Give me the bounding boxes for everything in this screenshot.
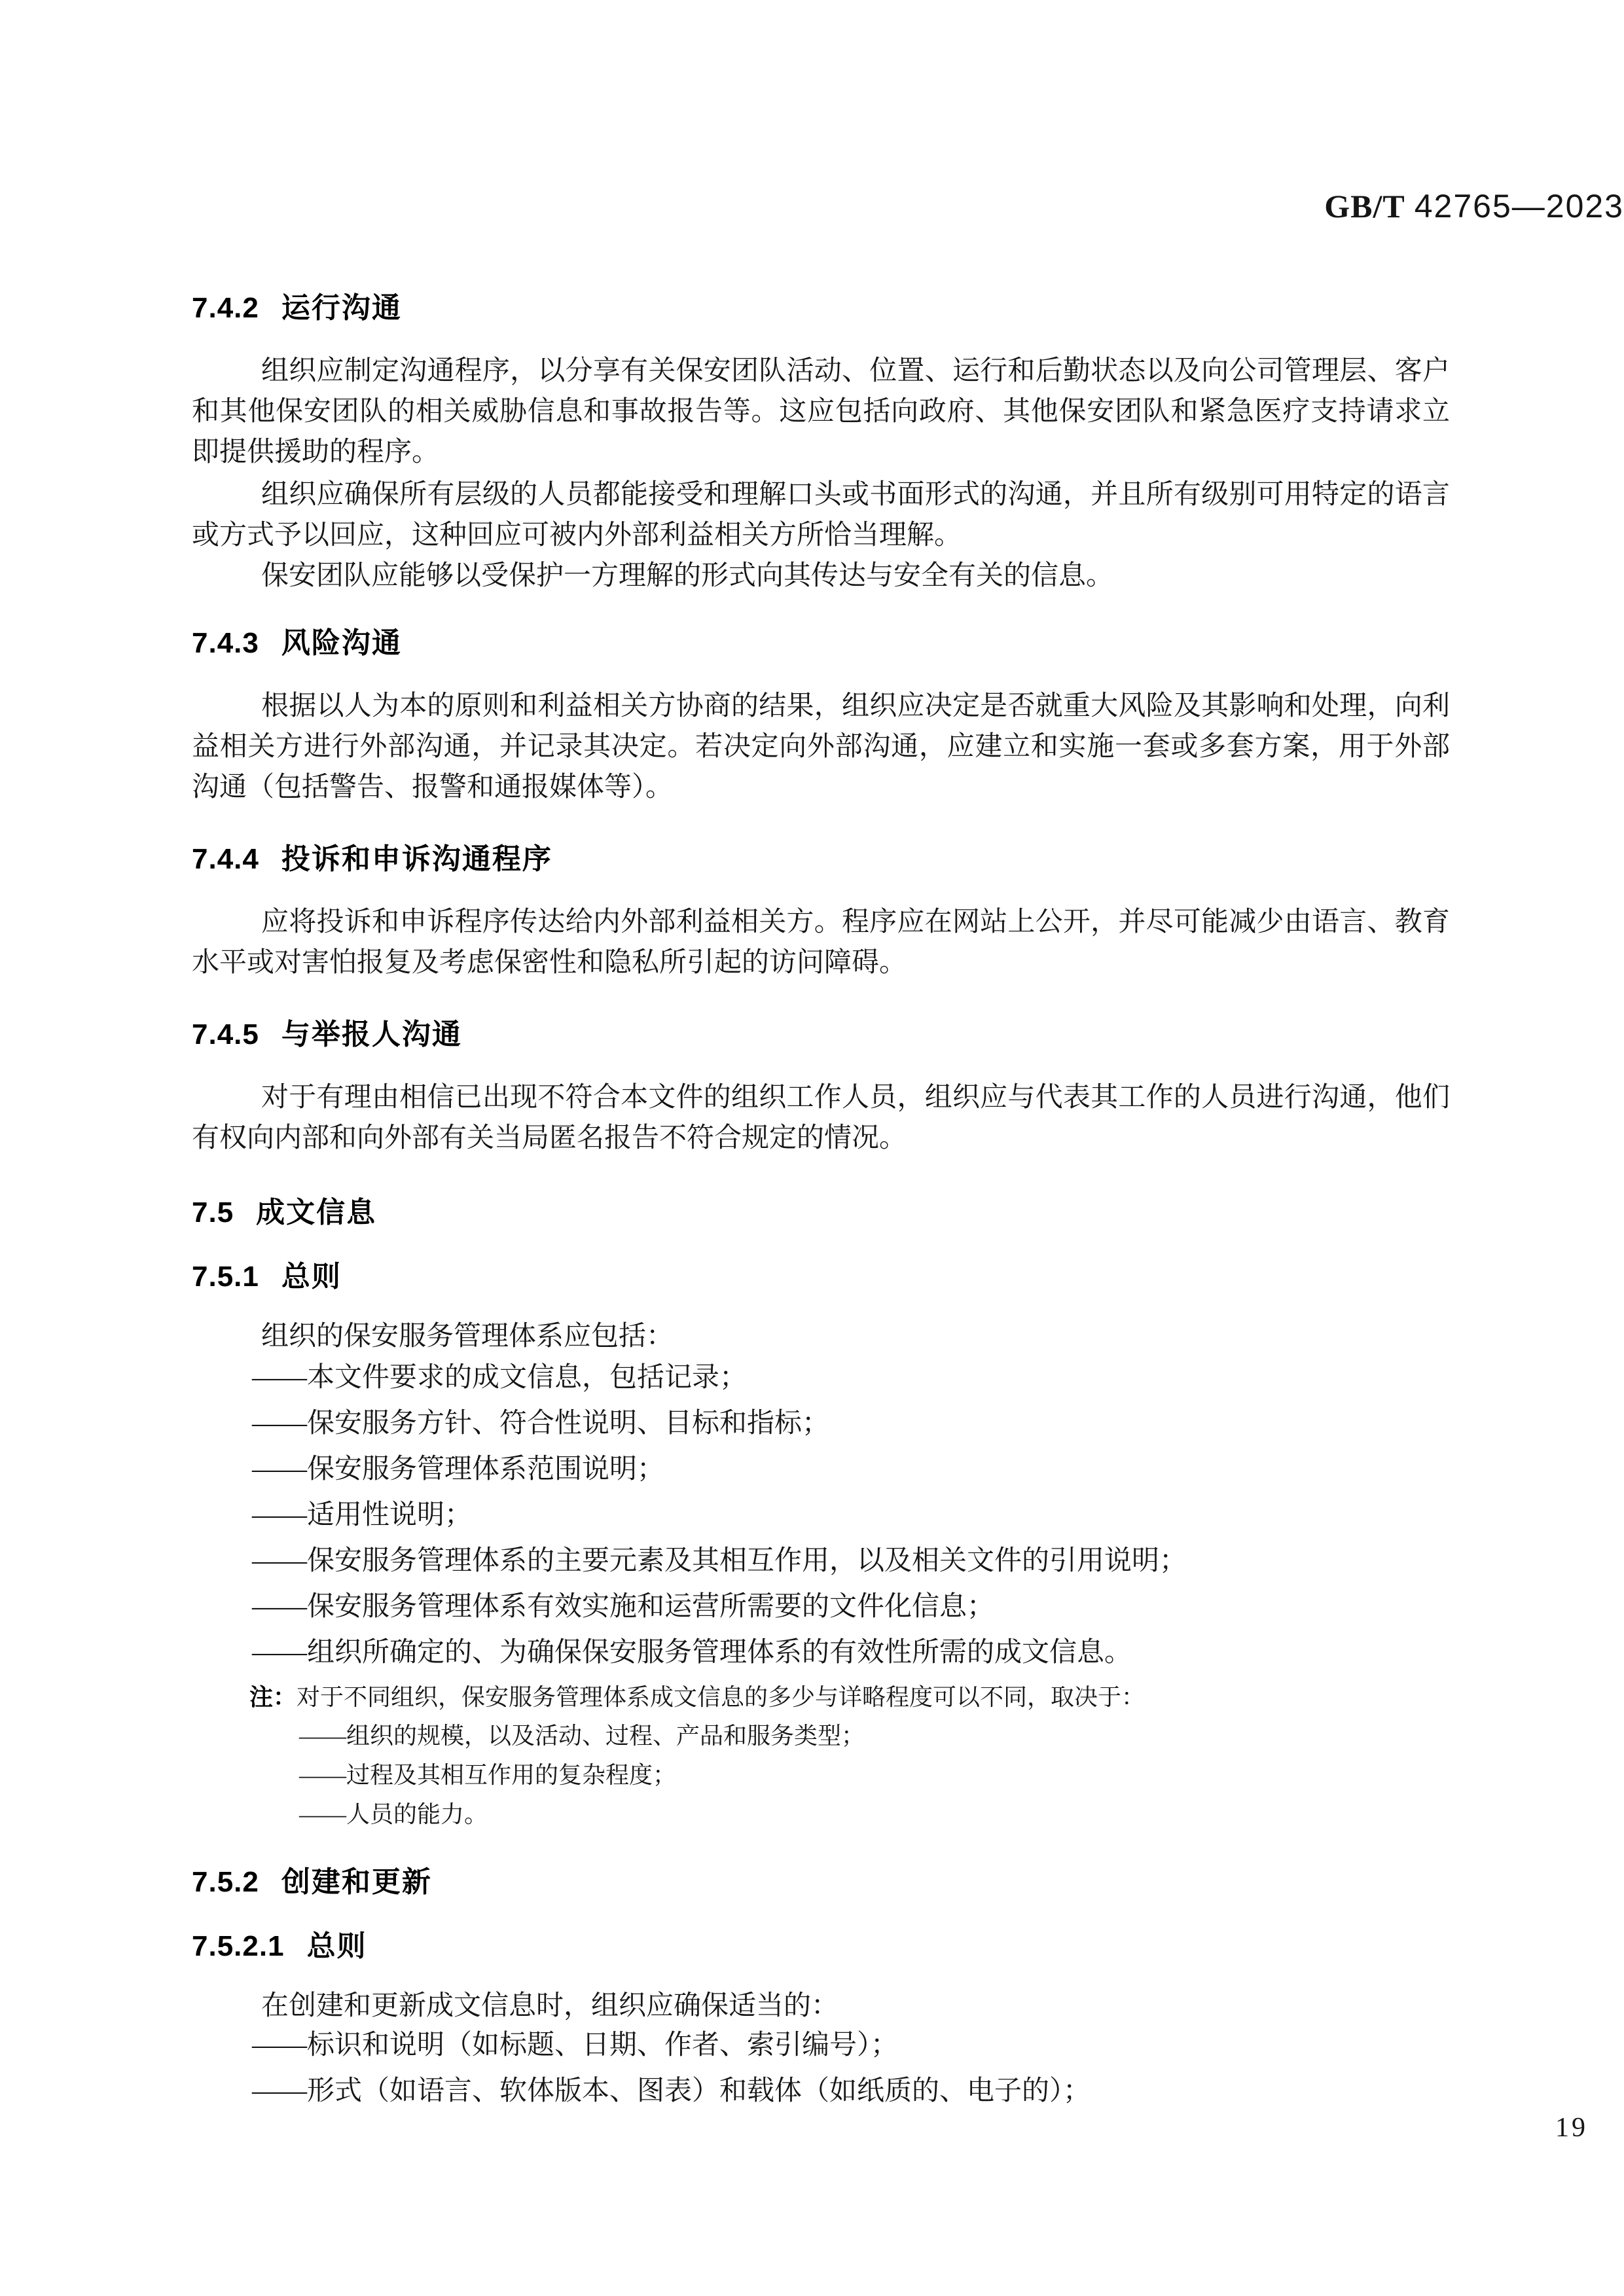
- paragraph: 对于有理由相信已出现不符合本文件的组织工作人员，组织应与代表其工作的人员进行沟通，他们有权向内部和向外部有关当局匿名报告不符合规定的情况。: [192, 1083, 1450, 1153]
- list-intro: 组织的保安服务管理体系应包括：: [261, 1321, 674, 1352]
- section-heading-7-4-4: [192, 844, 1450, 875]
- list-item: ——组织所确定的、为确保保安服务管理体系的有效性所需的成文信息。: [252, 1638, 1132, 1668]
- standard-code-number: 42765—2023: [1414, 188, 1624, 224]
- section-heading-7-5-2-1: [192, 1931, 1450, 1962]
- note-list-item: ——过程及其相互作用的复杂程度；: [299, 1762, 677, 1788]
- section-number: 7.4.5: [192, 1018, 259, 1050]
- section-title: 运行沟通: [281, 292, 402, 324]
- standard-code-header: [0, 190, 1624, 231]
- list-item: ——保安服务管理体系范围说明；: [252, 1454, 665, 1484]
- note: [192, 1684, 1450, 1710]
- section-number: 7.4.2: [192, 292, 259, 324]
- section-heading-7-5: [192, 1197, 1450, 1229]
- section-title: 风险沟通: [281, 627, 402, 659]
- section-number: 7.5.2: [192, 1866, 259, 1898]
- section-title: 投诉和申诉沟通程序: [281, 843, 552, 875]
- section-title: 成文信息: [256, 1196, 377, 1229]
- list-item: ——保安服务管理体系有效实施和运营所需要的文件化信息；: [252, 1592, 995, 1622]
- list-item: ——保安服务管理体系的主要元素及其相互作用，以及相关文件的引用说明；: [252, 1546, 1187, 1576]
- page-number: 19: [1555, 2113, 1588, 2143]
- section-title: 与举报人沟通: [281, 1018, 462, 1050]
- list-item: ——保安服务方针、符合性说明、目标和指标；: [252, 1408, 830, 1439]
- list-intro: 在创建和更新成文信息时，组织应确保适当的：: [261, 1991, 839, 2021]
- section-heading-7-5-2: [192, 1867, 1450, 1898]
- dash-list: [192, 2022, 1450, 2114]
- section-title: 总则: [306, 1930, 367, 1962]
- paragraph: 应将投诉和申诉程序传达给内外部利益相关方。程序应在网站上公开，并尽可能减少由语言、教育水平或对害怕报复及考虑保密性和隐私所引起的访问障碍。: [192, 907, 1450, 978]
- paragraph: 组织应制定沟通程序，以分享有关保安团队活动、位置、运行和后勤状态以及向公司管理层、客户和其他保安团队的相关威胁信息和事故报告等。这应包括向政府、其他保安团队和紧急医疗支持请求立即提供援助的程序。: [192, 356, 1450, 467]
- section-number: 7.5.1: [192, 1261, 259, 1293]
- note-dash-list: [192, 1716, 1450, 1834]
- section-number: 7.4.3: [192, 627, 259, 659]
- note-list-item: ——组织的规模，以及活动、过程、产品和服务类型；: [299, 1723, 865, 1749]
- list-item: ——本文件要求的成文信息，包括记录；: [252, 1363, 748, 1393]
- note-list-item: ——人员的能力。: [299, 1801, 488, 1827]
- standard-code-prefix: GB/T: [1324, 188, 1405, 224]
- paragraph: 保安团队应能够以受保护一方理解的形式向其传达与安全有关的信息。: [261, 561, 1114, 591]
- section-heading-7-5-1: [192, 1261, 1450, 1293]
- paragraph: 根据以人为本的原则和利益相关方协商的结果，组织应决定是否就重大风险及其影响和处理，向利益相关方进行外部沟通，并记录其决定。若决定向外部沟通，应建立和实施一套或多套方案，用于外部沟通（包括警告、报警和通报媒体等）。: [192, 691, 1450, 802]
- section-number: 7.5: [192, 1196, 234, 1229]
- section-number: 7.4.4: [192, 843, 259, 875]
- section-heading-7-4-2: [192, 293, 1450, 324]
- paragraph: 组织应确保所有层级的人员都能接受和理解口头或书面形式的沟通，并且所有级别可用特定的语言或方式予以回应，这种回应可被内外部利益相关方所恰当理解。: [192, 480, 1450, 550]
- section-number: 7.5.2.1: [192, 1930, 285, 1962]
- list-item: ——标识和说明（如标题、日期、作者、索引编号）；: [252, 2030, 899, 2060]
- section-heading-7-4-5: [192, 1019, 1450, 1050]
- note-label: 注：: [249, 1683, 297, 1710]
- note-text: 对于不同组织，保安服务管理体系成文信息的多少与详略程度可以不同，取决于：: [297, 1684, 1146, 1710]
- list-item: ——形式（如语言、软体版本、图表）和载体（如纸质的、电子的）；: [252, 2076, 1091, 2106]
- dash-list: [192, 1355, 1450, 1676]
- section-title: 创建和更新: [281, 1866, 432, 1898]
- section-title: 总则: [281, 1261, 342, 1293]
- list-item: ——适用性说明；: [252, 1500, 473, 1530]
- section-heading-7-4-3: [192, 628, 1450, 659]
